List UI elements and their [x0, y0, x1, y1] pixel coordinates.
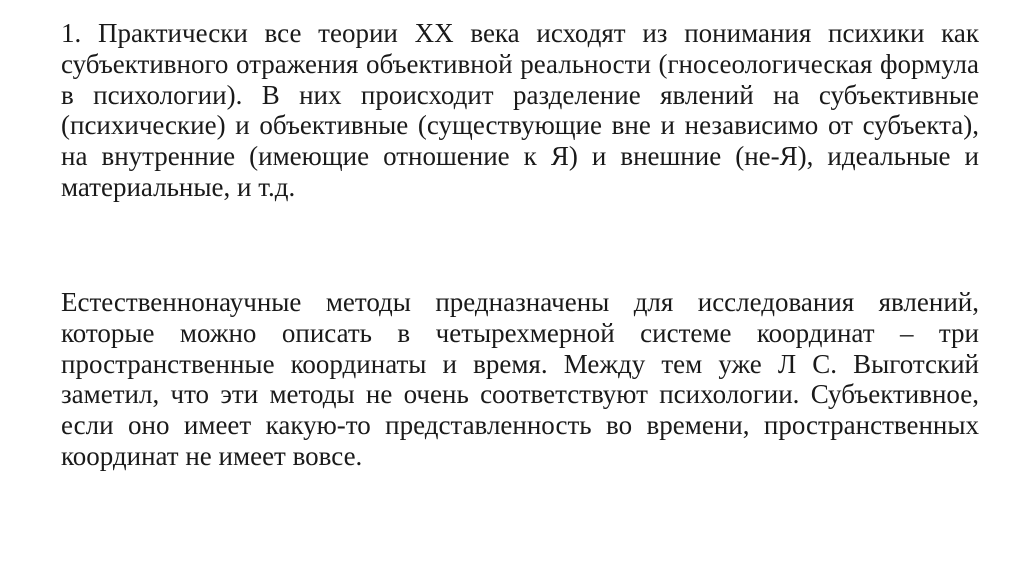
paragraph-theories: 1. Практически все теории XX века исходят из понимания психики как субъективного отражения объективной реальности (гносеологическая формула в психологии). В них происходит разделение явлений на субъективные (психические) и объективные (существующие вне и независимо от субъекта), на внутренние (имеющие отношение к Я) и внешние (не-Я), идеальные и материальные, и т.д. [61, 18, 979, 202]
paragraph-methods: Естественнонаучные методы предназначены для исследования явлений, которые можно описать в четырехмерной системе координат – три пространственные координаты и время. Между тем уже Л С. Выготский заметил, что эти методы не очень соответствуют психологии. Субъективное, если оно имеет какую-то представленность во времени, пространственных координат не имеет вовсе. [61, 287, 979, 471]
